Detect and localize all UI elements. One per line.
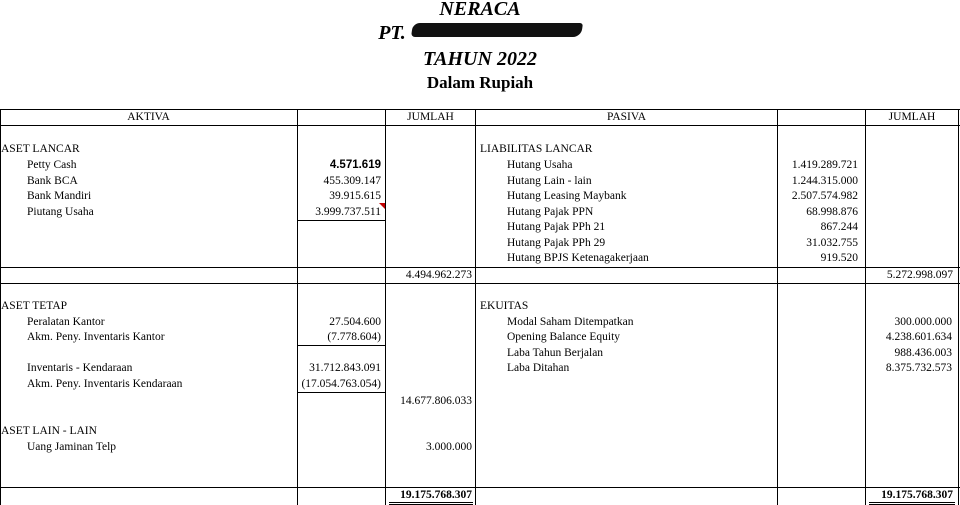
fixed-asset-value: 27.504.600 [329, 316, 381, 328]
header-pasiva: PASIVA [607, 111, 646, 123]
fixed-asset-label: Akm. Peny. Inventaris Kendaraan [27, 378, 183, 390]
asset-value: 39.915.615 [329, 190, 381, 202]
col-border-3 [475, 109, 476, 505]
report-year: TAHUN 2022 [423, 48, 537, 70]
asset-label: Petty Cash [27, 159, 77, 171]
liability-value: 1.419.289.721 [791, 159, 858, 171]
liability-label: Hutang BPJS Ketenagakerjaan [507, 252, 649, 264]
liability-label: Hutang Usaha [507, 159, 573, 171]
equity-label: Laba Ditahan [507, 362, 570, 374]
grand-total-pasiva: 19.175.768.307 [881, 489, 953, 501]
total-liabilitas-lancar: 5.272.998.097 [886, 269, 953, 281]
current-section-total-bottom [0, 283, 960, 284]
liability-value: 867.244 [820, 221, 858, 233]
asset-label: Bank BCA [27, 175, 78, 187]
fixed-asset-value: 31.712.843.091 [309, 362, 381, 374]
total-aset-lancar: 4.494.962.273 [405, 269, 472, 281]
liability-label: Hutang Pajak PPh 29 [507, 237, 606, 249]
grand-total-top [0, 487, 960, 488]
liability-value: 2.507.574.982 [791, 190, 858, 202]
subtotal-underline [297, 345, 385, 346]
equity-label: Laba Tahun Berjalan [507, 347, 604, 359]
redacted-company-name [411, 23, 583, 37]
liability-label: Hutang Lain - lain [507, 175, 592, 187]
fixed-asset-label: Inventaris - Kendaraan [27, 362, 133, 374]
section-title-aset-tetap: ASET TETAP [1, 300, 68, 312]
equity-value: 300.000.000 [894, 316, 952, 328]
asset-value: 4.571.619 [329, 159, 381, 171]
liability-label: Hutang Pajak PPh 21 [507, 221, 606, 233]
balance-sheet-table [0, 109, 960, 505]
equity-label: Modal Saham Ditempatkan [507, 316, 634, 328]
header-jumlah-left: JUMLAH [407, 111, 454, 123]
liability-label: Hutang Leasing Maybank [507, 190, 627, 202]
equity-value: 988.436.003 [894, 347, 952, 359]
fixed-asset-label: Peralatan Kantor [27, 316, 105, 328]
subtotal-underline [297, 220, 385, 221]
other-asset-label: Uang Jaminan Telp [27, 441, 117, 453]
asset-value: 455.309.147 [323, 175, 381, 187]
equity-label: Opening Balance Equity [507, 331, 621, 343]
total-aset-tetap: 14.677.806.033 [400, 395, 472, 407]
other-asset-value: 3.000.000 [426, 441, 472, 453]
header-aktiva: AKTIVA [127, 111, 170, 123]
liability-value: 68.998.876 [806, 206, 858, 218]
fixed-asset-label: Akm. Peny. Inventaris Kantor [27, 331, 165, 343]
liability-value: 919.520 [820, 252, 858, 264]
asset-label: Bank Mandiri [27, 190, 92, 202]
company-prefix: PT. [378, 22, 406, 44]
equity-value: 4.238.601.634 [885, 331, 952, 343]
fixed-asset-value: (17.054.763.054) [301, 378, 381, 390]
report-title: NERACA [439, 0, 521, 20]
liability-value: 1.244.315.000 [791, 175, 858, 187]
header-bottom-border [0, 125, 960, 126]
section-title-aset-lain: ASET LAIN - LAIN [1, 425, 97, 437]
asset-label: Piutang Usaha [27, 206, 94, 218]
grand-total-aktiva: 19.175.768.307 [400, 489, 472, 501]
asset-value: 3.999.737.511 [315, 206, 381, 218]
double-underline-left [389, 502, 473, 503]
col-border-6 [958, 109, 959, 505]
current-section-total-top [0, 267, 960, 268]
equity-value: 8.375.732.573 [885, 362, 952, 374]
header-jumlah-right: JUMLAH [888, 111, 936, 123]
section-title-liabilitas-lancar: LIABILITAS LANCAR [480, 143, 593, 155]
section-title-ekuitas: EKUITAS [480, 300, 529, 312]
fixed-asset-value: (7.778.604) [327, 331, 381, 343]
liability-value: 31.032.755 [806, 237, 858, 249]
col-border-5 [865, 109, 866, 505]
section-title-aset-lancar: ASET LANCAR [1, 143, 80, 155]
company-name [0, 22, 960, 45]
report-currency-note: Dalam Rupiah [426, 73, 534, 92]
subtotal-underline [297, 392, 385, 393]
double-underline-right [869, 502, 955, 503]
liability-label: Hutang Pajak PPN [507, 206, 594, 218]
